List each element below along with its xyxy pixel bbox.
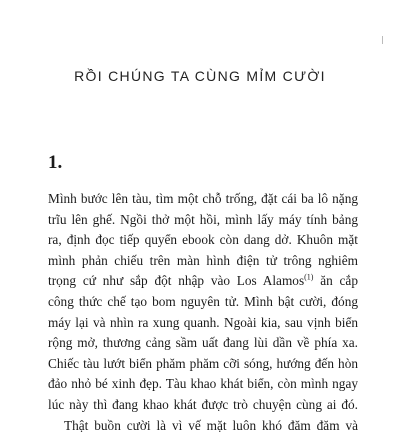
text-line: máy lại và nhìn ra xung quanh. Ngoài kia, sau vịnh biển — [48, 314, 358, 330]
text-line: lúc này thì đang khao khát được trò chuyện cùng ai đó. — [48, 396, 358, 412]
text-line: Mình bước lên tàu, tìm một chỗ trống, đặt cái ba lô nặng — [48, 191, 358, 206]
text-line: rộng mở, thương cảng sầm uất đang lùi dần về phía xa. — [48, 335, 358, 351]
footnote-marker[interactable]: (1) — [304, 272, 314, 282]
text-line: Thật buồn cười là vì vế mặt luôn khó đăm đăm và — [64, 417, 358, 433]
body-paragraph — [48, 189, 358, 436]
section-number: 1. — [48, 152, 63, 173]
chapter-title: RỒI CHÚNG TA CÙNG MỈM CƯỜI — [74, 68, 326, 84]
text-line: công thức chế tạo bom nguyên tử. Mình bật cười, đóng — [48, 293, 358, 309]
page-edge-mark — [382, 36, 383, 44]
text-segment: trọng cứ như sắp đột nhập vào Los Alamos — [48, 273, 305, 289]
text-line-with-footnote — [48, 271, 358, 292]
text-line: đảo nhỏ bé xinh đẹp. Tàu khao khát biển, còn mình ngay — [48, 376, 358, 392]
text-line: ra, định đọc tiếp quyển ebook còn dang dở. Khuôn mặt — [48, 232, 358, 248]
text-line: trĩu lên ghế. Ngồi thở một hồi, mình lấy máy tính bảng — [48, 211, 358, 227]
text-line: Chiếc tàu lướt biển phăm phăm cỡi sóng, hướng đến hòn — [48, 355, 358, 371]
text-segment: ăn cắp — [313, 273, 358, 289]
text-line: mình phản chiếu trên màn hình điện tử trông nghiêm — [48, 252, 358, 268]
